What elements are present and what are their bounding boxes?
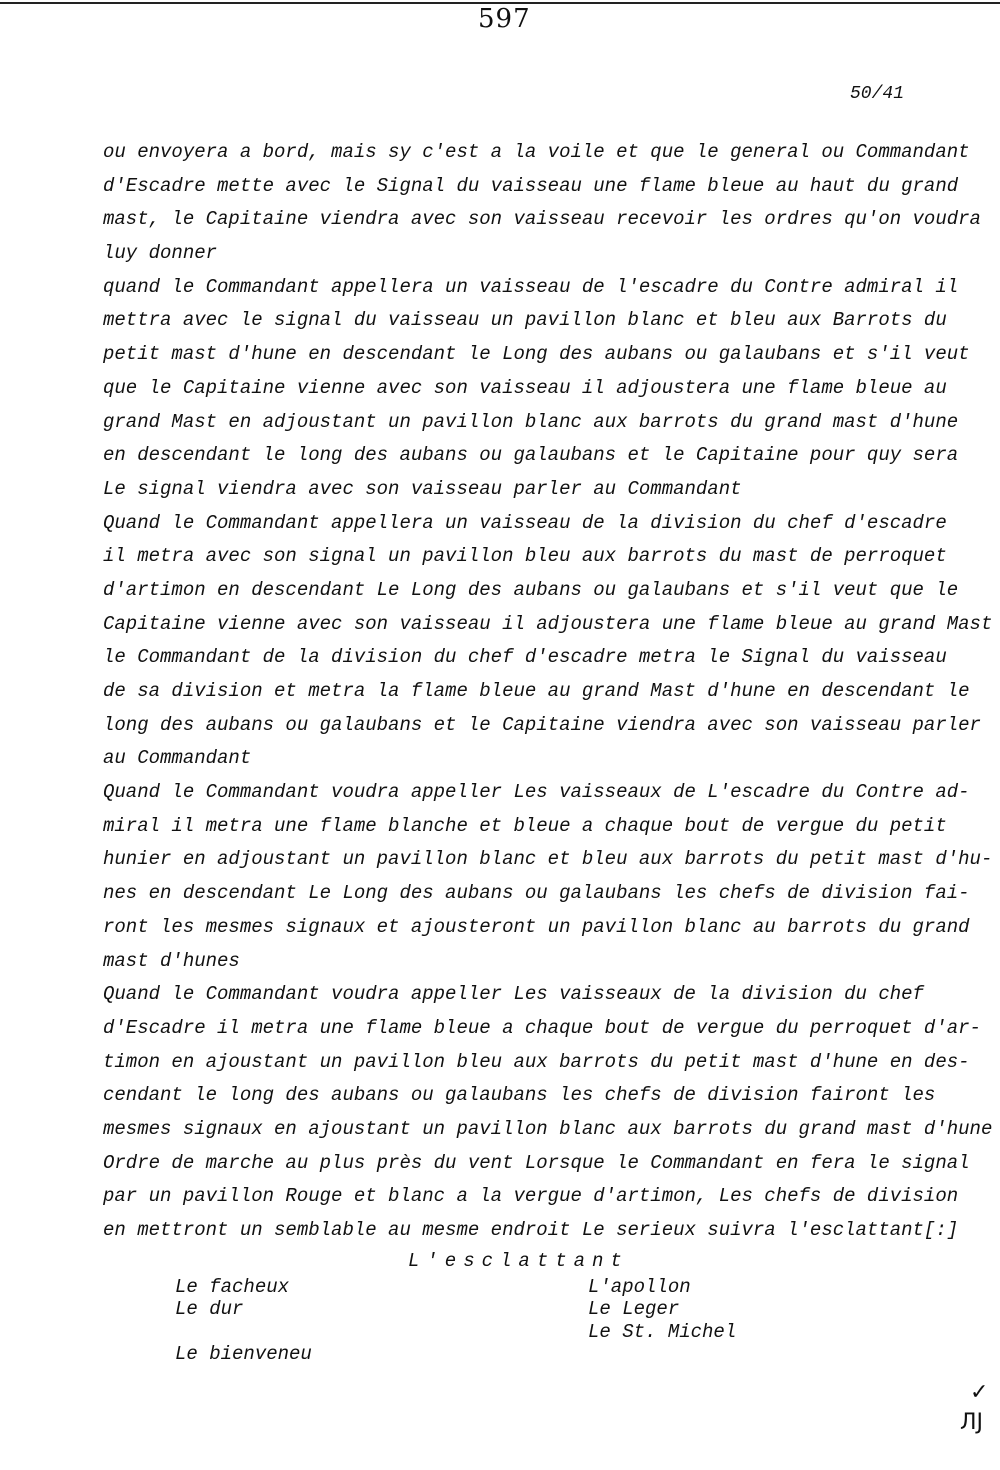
text-line: Le signal viendra avec son vaisseau parler au Commandant (103, 477, 742, 500)
text-line: Quand le Commandant voudra appeller Les vaisseaux de la division du chef (103, 983, 924, 1006)
text-line: mesmes signaux en ajoustant un pavillon blanc aux barrots du grand mast d'hune (103, 1117, 993, 1140)
ship-list-heading: L'esclattant (408, 1250, 629, 1272)
check-mark: ✓ (970, 1380, 989, 1405)
folio-number: 50/41 (849, 84, 904, 104)
text-line: long des aubans ou galaubans et le Capitaine viendra avec son vaisseau parler (103, 713, 981, 736)
ship-name: Le bienveneu (175, 1343, 312, 1365)
text-line: mast d'hunes (103, 949, 240, 972)
ship-name: Le dur (175, 1298, 244, 1320)
text-line: luy donner (103, 242, 218, 265)
ship-name: L'apollon (588, 1276, 691, 1298)
text-line: par un pavillon Rouge et blanc a la vergue d'artimon, Les chefs de division (103, 1185, 959, 1208)
text-line: grand Mast en adjoustant un pavillon blanc aux barrots du grand mast d'hune (103, 410, 959, 433)
ship-name: Le facheux (175, 1276, 290, 1298)
text-line: en mettront un semblable au mesme endroit Le serieux suivra l'esclattant[:] (103, 1219, 959, 1241)
text-line: d'Escadre il metra une flame bleue a chaque bout de vergue du perroquet d'ar- (103, 1016, 981, 1039)
body-text (103, 136, 993, 1248)
text-line: d'Escadre mette avec le Signal du vaisseau une flame bleue au haut du grand (103, 174, 959, 197)
text-line: miral il metra une flame blanche et bleue a chaque bout de vergue du petit (103, 814, 947, 837)
ship-name: Le St. Michel (588, 1321, 737, 1343)
text-line: Quand le Commandant voudra appeller Les vaisseaux de L'escadre du Contre ad- (103, 781, 970, 804)
text-line: il metra avec son signal un pavillon bleu aux barrots du mast de perroquet (103, 545, 947, 568)
text-line: en descendant le long des aubans ou galaubans et le Capitaine pour quy sera (103, 444, 959, 467)
text-line: ou envoyera a bord, mais sy c'est a la voile et que le general ou Commandant (103, 141, 970, 163)
text-line: mettra avec le signal du vaisseau un pavillon blanc et bleu aux Barrots du (103, 309, 947, 332)
text-line: nes en descendant Le Long des aubans ou galaubans les chefs de division fai- (103, 882, 970, 905)
handwritten-page-number: 597 (478, 4, 531, 34)
text-line: Capitaine vienne avec son vaisseau il adjoustera une flame bleue au grand Mast (103, 612, 993, 635)
text-line: cendant le long des aubans ou galaubans les chefs de division fairont les (103, 1084, 936, 1107)
text-line: petit mast d'hune en descendant le Long des aubans ou galaubans et s'il veut (103, 343, 970, 366)
text-line: que le Capitaine vienne avec son vaisseau il adjoustera une flame bleue au (103, 376, 947, 399)
ship-name: Le Leger (588, 1298, 680, 1320)
text-line: quand le Commandant appellera un vaisseau de l'escadre du Contre admiral il (103, 275, 959, 298)
text-line: le Commandant de la division du chef d'escadre metra le Signal du vaisseau (103, 646, 947, 669)
text-line: timon en ajoustant un pavillon bleu aux barrots du petit mast d'hune en des- (103, 1050, 970, 1073)
text-line: mast, le Capitaine viendra avec son vaisseau recevoir les ordres qu'on voudra (103, 208, 981, 231)
text-line: d'artimon en descendant Le Long des aubans ou galaubans et s'il veut que le (103, 578, 959, 601)
text-line: Quand le Commandant appellera un vaisseau de la division du chef d'escadre (103, 511, 947, 534)
text-line: hunier en adjoustant un pavillon blanc et bleu aux barrots du petit mast d'hu- (103, 848, 993, 871)
handwritten-initials: ЛJ (960, 1410, 984, 1435)
text-line: Ordre de marche au plus près du vent Lorsque le Commandant en fera le signal (103, 1151, 970, 1174)
text-line: de sa division et metra la flame bleue au grand Mast d'hune en descendant le (103, 680, 970, 702)
text-line: au Commandant (103, 747, 252, 770)
text-line: ront les mesmes signaux et ajousteront un pavillon blanc au barrots du grand (103, 915, 970, 938)
